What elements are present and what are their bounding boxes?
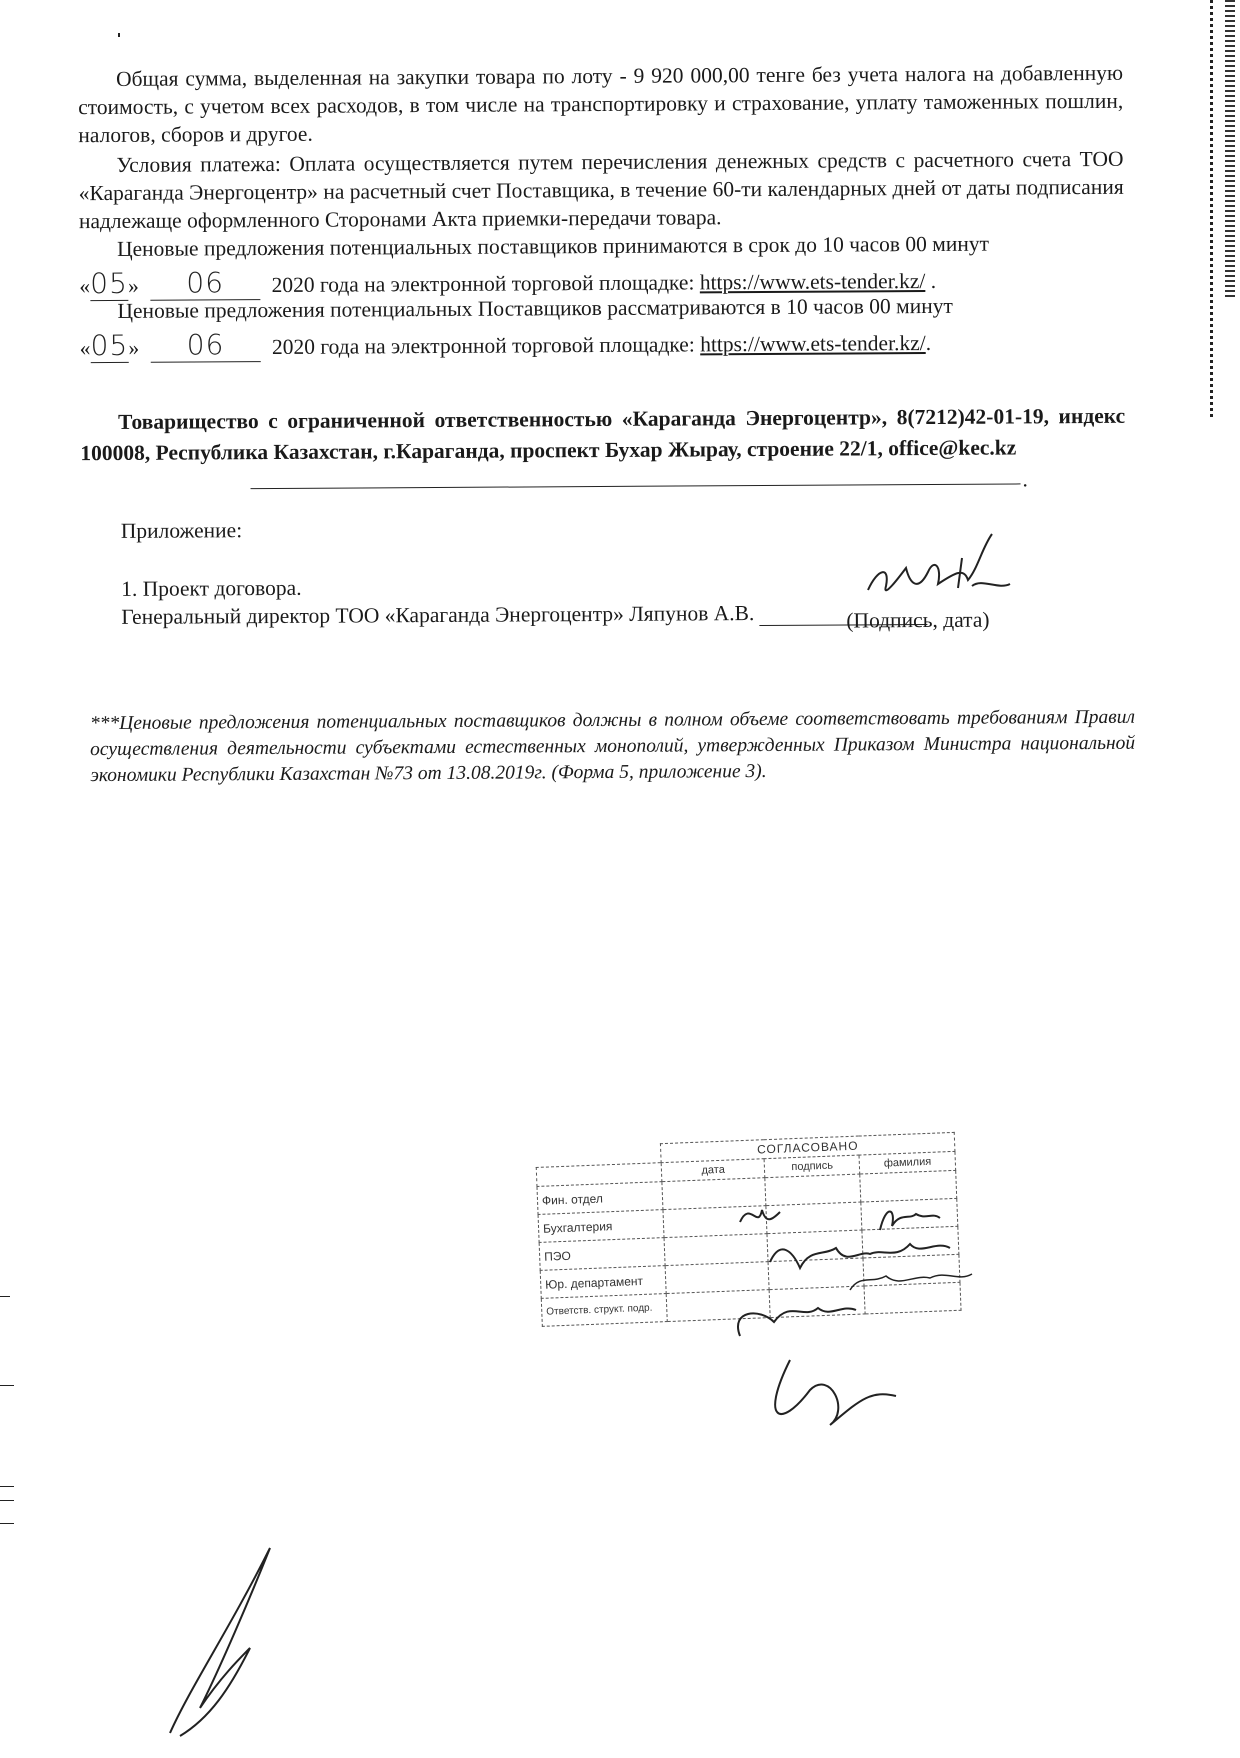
ets-tender-link[interactable]: https://www.ets-tender.kz/ (700, 331, 926, 357)
corner-signature (150, 1538, 310, 1738)
company-underline (251, 483, 1021, 489)
review-date-line (80, 324, 932, 363)
director-signature (860, 528, 1020, 618)
column-header-signature: подпись (764, 1155, 860, 1178)
handwritten-month: 06 (150, 328, 260, 363)
column-header-surname: фамилия (859, 1151, 955, 1174)
total-amount-paragraph: Общая сумма, выделенная на закупки товара по лоту - 9 920 000,00 тенге без учета налога на добавленную стоимость, с учетом всех расходов, в том числе на транспортировку и страхование, уплату таможенных пошлин, налогов, сборов и другое. (78, 60, 1124, 148)
handwritten-day: 05 (90, 328, 129, 363)
director-name: Генеральный директор ТОО «Караганда Энергоцентр» Ляпунов А.В. (121, 601, 755, 629)
quote-close: » (128, 335, 140, 360)
column-header-date: дата (661, 1159, 765, 1182)
ets-tender-link[interactable]: https://www.ets-tender.kz/ (699, 269, 926, 295)
footnote: ***Ценовые предложения потенциальных поставщиков должны в полном объеме соответствовать требованиям Правил осуществления деятельности субъектами естественных монополий, утвержденных Приказом Министра национальной экономики Республики Казахстан №73 от 13.08.2019г. (Форма 5, приложение 3). (89, 706, 1136, 787)
appendix-title: Приложение: (120, 518, 243, 543)
row-label: Бухгалтерия (538, 1210, 664, 1243)
trailing-dot: . (925, 330, 932, 356)
company-end-dot: . (1022, 467, 1028, 492)
payment-terms-paragraph: Условия платежа: Оплата осуществляется путем перечисления денежных средств с расчетного счета ТОО «Караганда Энергоцентр» на расчетный счет Поставщика, в течение 60-ти календарных дней от даты подписания надлежаще оформленного Сторонами Акта приемки-передачи товара. (78, 146, 1124, 234)
year-text: 2020 года на электронной торговой площадке: (271, 270, 695, 298)
director-line (121, 600, 928, 630)
stamp-signatures (700, 1190, 1120, 1450)
row-label: Ответств. структ. подр. (541, 1294, 667, 1327)
proposals-accepted-paragraph: Ценовые предложения потенциальных поставщиков принимаются в срок до 10 часов 00 минут (116, 231, 990, 261)
row-label: Фин. отдел (537, 1182, 663, 1215)
appendix-item-1: 1. Проект договора. (121, 575, 302, 601)
handwritten-month: 06 (150, 266, 260, 301)
row-label: Юр. департамент (540, 1266, 666, 1299)
quote-close: » (127, 273, 139, 298)
quote-open: « (79, 274, 91, 299)
signature-caption: (Подпись, дата) (846, 607, 990, 633)
year-text: 2020 года на электронной торговой площадке: (271, 332, 695, 360)
company-details: Товарищество с ограниченной ответственностью «Караганда Энергоцентр», 8(7212)42-01-19, индекс 100008, Республика Казахстан, г.Караганда, проспект Бухар Жырау, строение 22/1, office@kec.kz (80, 403, 1126, 466)
handwritten-day: 05 (90, 266, 128, 301)
trailing-dot: . (925, 268, 937, 294)
row-label: ПЭО (539, 1238, 665, 1271)
approval-title: СОГЛАСОВАНО (661, 1132, 955, 1162)
proposals-reviewed-paragraph: Ценовые предложения потенциальных Поставщиков рассматриваются в 10 часов 00 минут (117, 293, 953, 323)
quote-open: « (79, 336, 91, 361)
